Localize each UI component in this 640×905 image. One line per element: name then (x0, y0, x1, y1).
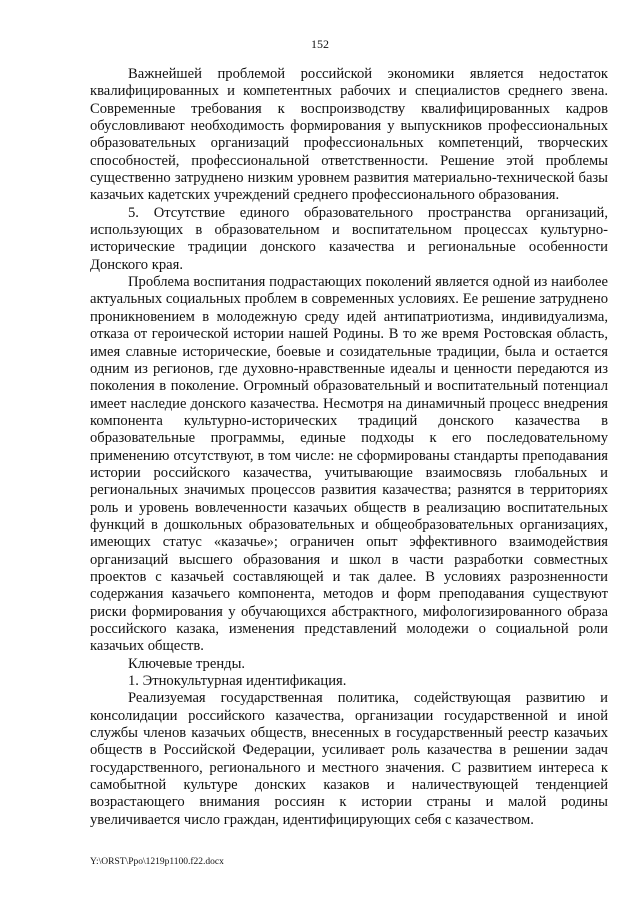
paragraph-workforce-problem: Важнейшей проблемой российской экономики является недостаток квалифицированных и компетентных рабочих и специалистов среднего звена. Современные требования к воспроизводству квалифицированных кадров обусловливают необходимость формирования у выпускников профессиональных образовательных организаций профессиональных компетенций, творческих способностей, профессиональной ответственности. Решение этой проблемы существенно затруднено низким уровнем развития материально-технической базы казачьих кадетских учреждений среднего профессионального образования. (90, 66, 608, 204)
file-path-footer: Y:\ORST\Ppo\1219p1100.f22.docx (90, 857, 224, 867)
paragraph-upbringing-problem: Проблема воспитания подрастающих поколений является одной из наиболее актуальных социальных проблем в современных условиях. Ее решение затруднено проникновением в молодежную среду идей антипатриотизма, индивидуализма, отказа от героической истории нашей Родины. В то же время Ростовская область, имея славные исторические, боевые и созидательные традиции, была и остается одним из регионов, где духовно-нравственные идеалы и ценности передаются из поколения в поколение. Огромный образовательный и воспитательный потенциал имеет наследие донского казачества. Несмотря на динамичный процесс внедрения компонента культурно-исторических традиций донского казачества в образовательные программы, единые подходы к его последовательному применению отсутствуют, в том числе: не сформированы стандарты преподавания истории российского казачества, учитывающие взаимосвязь глобальных и региональных значимых процессов развития казачества; разнятся в территориях роль и уровень вовлеченности казачьих обществ в реализацию воспитательных функций в дошкольных образовательных и общеобразовательных организациях, имеющих статус «казачье»; ограничен опыт эффективного взаимодействия организаций высшего образования и школ в части разработки совместных проектов с казачьей составляющей и так далее. В условиях разрозненности содержания казачьего компонента, методов и форм преподавания существуют риски формирования у обучающихся абстрактного, мифологизированного образа российского казака, изменения представлений молодежи о социальной роли казачьих обществ. (90, 274, 608, 655)
page-number: 152 (311, 37, 329, 51)
body-text (90, 66, 608, 829)
paragraph-key-trends-heading: Ключевые тренды. (128, 655, 246, 672)
paragraph-trend-1-heading: 1. Этнокультурная идентификация. (128, 673, 347, 690)
paragraph-point-5: 5. Отсутствие единого образовательного пространства организаций, использующих в образовательном и воспитательном процессах культурно-исторические традиции донского казачества и региональные особенности Донского края. (90, 204, 608, 273)
paragraph-state-policy: Реализуемая государственная политика, содействующая развитию и консолидации российского казачества, организации государственной и иной службы членов казачьих обществ, внесенных в государственный реестр казачьих обществ в Российской Федерации, усиливает роль казачества в решении задач государственного, регионального и местного значения. С развитием интереса к самобытной культуре донских казаков и наличествующей тенденцией возрастающего внимания россиян к истории страны и малой родины увеличивается число граждан, идентифицирующих себя с казачеством. (90, 690, 608, 828)
